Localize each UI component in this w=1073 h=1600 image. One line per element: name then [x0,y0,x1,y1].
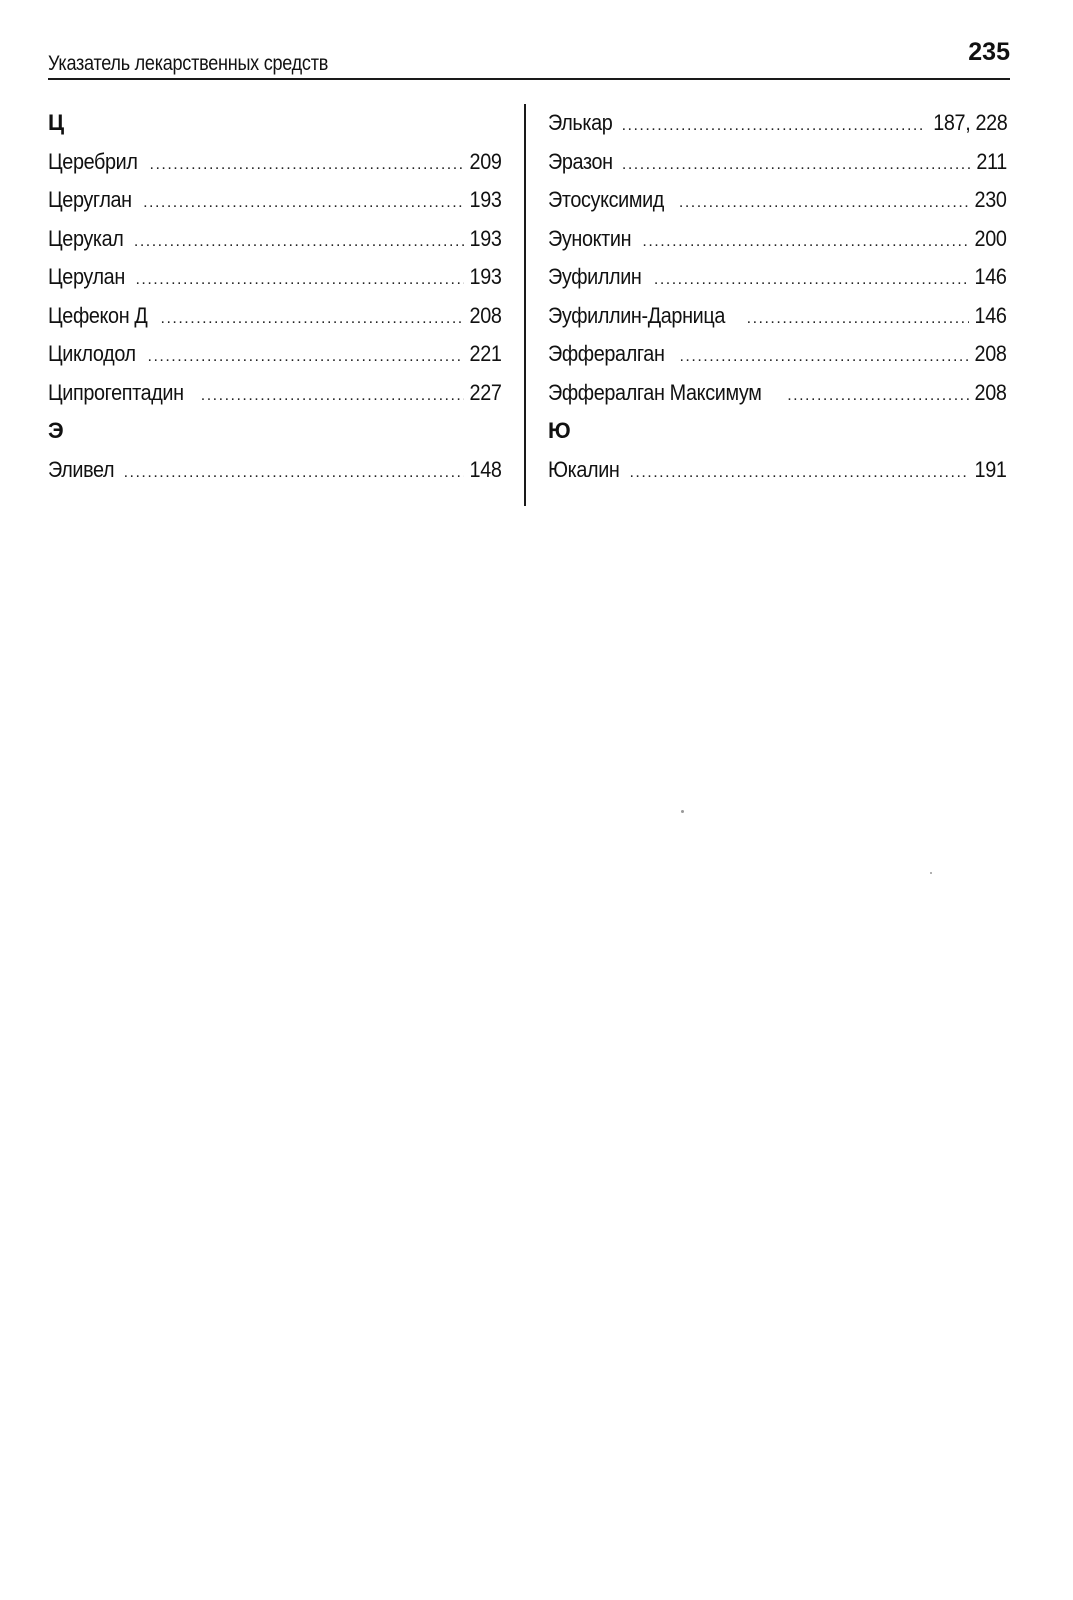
dot-leader [161,300,465,336]
dot-leader [143,184,464,220]
index-entry [548,297,1007,336]
drug-name: Церулан [48,264,125,289]
drug-name: Эффералган [548,341,665,366]
index-entry [48,451,502,490]
page-reference: 200 [975,225,1007,251]
dot-leader [150,146,465,182]
index-entry [48,181,502,220]
dot-leader [679,184,970,220]
drug-name: Церуглан [48,187,132,212]
drug-name: Циклодол [48,341,136,366]
page-number: 235 [968,38,1010,66]
scan-speck [681,810,684,813]
drug-name: Эффералган Максимум [548,379,762,405]
page-reference: 221 [470,341,502,366]
index-section-ts [48,104,502,412]
drug-name: Ципрогептадин [48,379,184,405]
drug-name: Эуноктин [548,225,632,251]
index-entry [548,335,1007,374]
dot-leader [642,223,969,259]
index-entry [548,258,1007,297]
scan-speck [930,872,932,874]
page-reference: 148 [470,456,502,482]
dot-leader [629,454,969,490]
index-entry [548,181,1007,220]
dot-leader [622,107,923,143]
column-divider [524,104,526,506]
dot-leader [124,454,465,490]
dot-leader [654,261,970,297]
dot-leader [747,300,970,336]
page-reference: 208 [975,379,1007,405]
index-entry [548,104,1007,143]
page-reference: 230 [975,187,1007,212]
page-reference: 187, 228 [932,110,1007,135]
page-reference: 208 [470,302,502,328]
dot-leader [787,377,969,413]
index-entry [548,374,1007,413]
index-section-e-continued [548,104,1007,412]
section-letter: Ц [48,110,65,135]
page-reference: 146 [975,302,1007,328]
page-reference: 193 [470,225,502,251]
index-entry [48,143,502,182]
section-letter: Э [48,418,64,443]
index-entry [48,220,502,259]
index-entry [548,143,1007,182]
index-column-right [548,104,1007,489]
dot-leader [134,223,465,259]
index-entry [48,374,502,413]
dot-leader [201,377,465,413]
section-letter: Ю [548,418,571,443]
index-entry [48,258,502,297]
drug-name: Эразон [548,148,613,174]
drug-name: Эуфиллин-Дарница [548,302,725,328]
page-reference: 208 [975,341,1007,366]
drug-name: Эливел [48,456,115,482]
drug-name: Элькар [548,110,613,135]
dot-leader [135,261,464,297]
drug-name: Цефекон Д [48,302,148,328]
page-reference: 227 [470,379,502,405]
page-reference: 146 [975,264,1007,289]
index-entry [548,451,1007,490]
drug-name: Церукал [48,225,124,251]
page-reference: 193 [470,187,502,212]
index-column-left [48,104,502,489]
index-section-yu [548,412,1007,489]
index-entry [48,335,502,374]
running-title: Указатель лекарственных средств [48,52,329,75]
page-reference: 211 [976,148,1007,174]
page-reference: 193 [470,264,502,289]
index-entry [48,297,502,336]
page-reference: 209 [470,148,502,174]
dot-leader [148,338,465,374]
drug-name: Эуфиллин [548,264,642,289]
drug-name: Юкалин [548,456,620,482]
index-entry [548,220,1007,259]
drug-name: Церебрил [48,148,138,174]
drug-name: Этосуксимид [548,187,665,212]
index-section-e [48,412,502,489]
page-header [48,30,1010,80]
dot-leader [622,146,971,182]
page-reference: 191 [975,456,1007,482]
dot-leader [679,338,969,374]
